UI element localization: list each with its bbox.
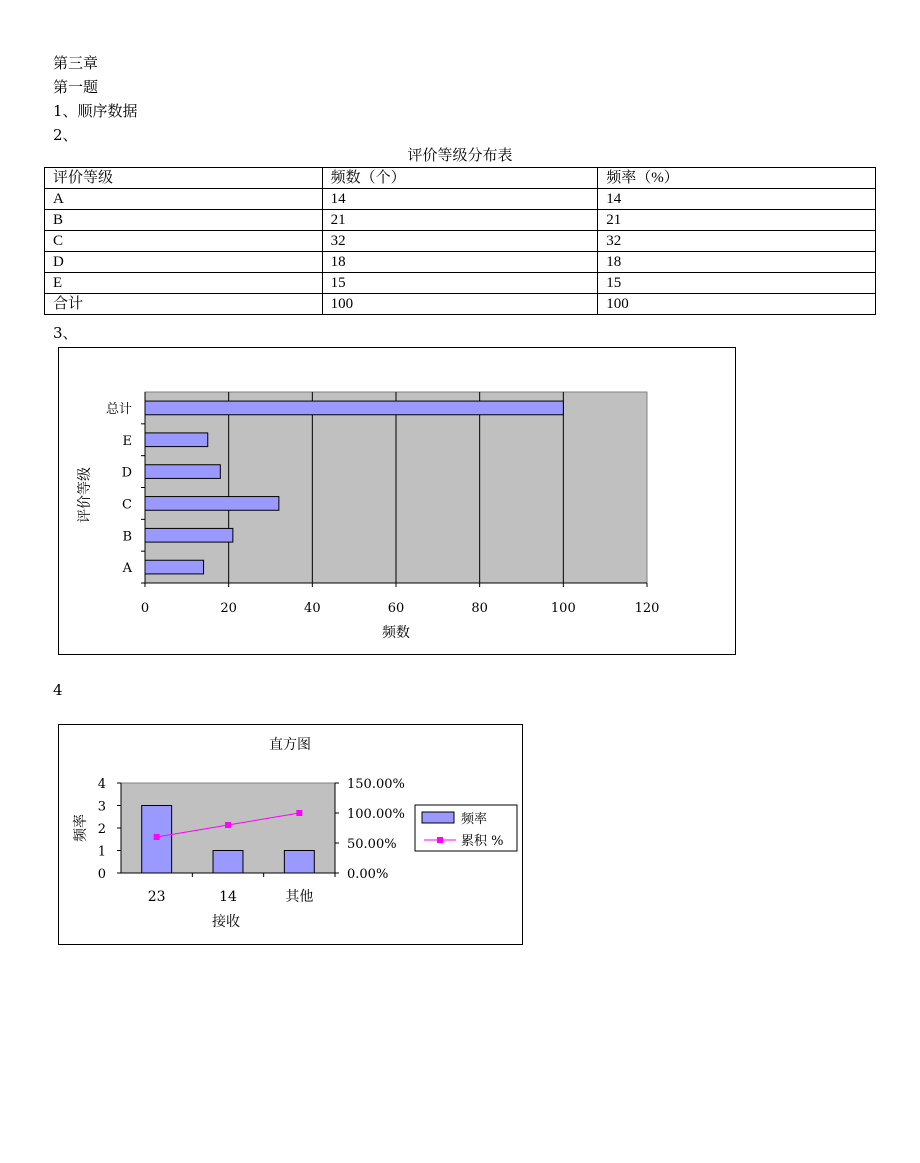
chart2-legend-bar-label: 频率 (461, 812, 488, 827)
table-row (45, 189, 876, 210)
chart1-x-tick-label: 40 (304, 601, 321, 616)
chart1-category-label: B (122, 529, 132, 545)
table-header-cell: 频数（个） (322, 168, 598, 189)
table-cell: D (45, 252, 323, 273)
table-cell: 18 (322, 252, 598, 273)
question-heading: 第一题 (53, 78, 99, 96)
table-cell: 18 (598, 252, 876, 273)
chart2-y2-tick-label: 0.00% (347, 867, 389, 882)
table-cell: 32 (598, 231, 876, 252)
grade-bar-chart (58, 347, 736, 655)
table-header-row (45, 168, 876, 189)
chart2-y-tick-label: 4 (97, 777, 106, 792)
item-3-label: 3、 (53, 324, 78, 342)
chart2-line-marker (225, 822, 231, 828)
table-row (45, 231, 876, 252)
chart1-x-tick-label: 20 (220, 601, 237, 616)
chart1-category-label: E (122, 433, 132, 449)
chart2-legend-bar-swatch (422, 812, 454, 823)
chart2-legend-line-label: 累积 % (461, 834, 504, 849)
histogram-chart-svg (59, 725, 522, 944)
chart2-xlabel: 接收 (212, 914, 240, 930)
chart1-category-label: 总计 (105, 401, 132, 417)
chart2-ylabel: 频率 (73, 814, 89, 842)
table-total-row (45, 294, 876, 315)
chart1-x-tick-label: 60 (387, 601, 405, 616)
chart1-x-tick-label: 80 (471, 601, 488, 616)
chart1-x-tick-label: 0 (140, 601, 150, 616)
table-cell: 合计 (45, 294, 323, 315)
chart2-legend-line-marker (437, 837, 443, 843)
chart1-category-label: C (122, 497, 132, 513)
chart1-category-label: A (122, 561, 132, 577)
table-cell: 100 (322, 294, 598, 315)
table-cell: 21 (322, 210, 598, 231)
frequency-table (44, 167, 876, 315)
table-row (45, 252, 876, 273)
chart2-y2-tick-label: 50.00% (347, 837, 397, 852)
chart1-x-tick-label: 120 (634, 601, 660, 616)
chart1-xlabel: 频数 (382, 625, 410, 641)
histogram-chart (58, 724, 523, 945)
item-2-label: 2、 (53, 126, 78, 144)
chart2-category-label: 14 (219, 889, 237, 905)
chart2-y-tick-label: 1 (97, 844, 106, 860)
chart1-bar (145, 560, 204, 574)
table-title: 评价等级分布表 (407, 146, 513, 164)
chart2-category-label: 其他 (285, 889, 314, 905)
table-header-cell: 频率（%） (598, 168, 876, 189)
chart1-bar (145, 497, 279, 511)
table-cell: 15 (598, 273, 876, 294)
chart2-line-marker (296, 810, 302, 816)
chart2-y-tick-label: 0 (97, 867, 106, 882)
chart2-y2-tick-label: 150.00% (347, 777, 405, 792)
chart2-line-marker (154, 834, 160, 840)
chart2-y-tick-label: 3 (97, 799, 106, 815)
chart2-title: 直方图 (269, 737, 311, 753)
table-header-cell: 评价等级 (45, 168, 323, 189)
table-cell: 14 (598, 189, 876, 210)
table-row (45, 273, 876, 294)
chart1-bar (145, 465, 220, 479)
chart2-y-tick-label: 2 (97, 822, 106, 837)
chart1-bar (145, 401, 563, 415)
table-cell: A (45, 189, 323, 210)
item-1-text: 1、顺序数据 (53, 102, 138, 120)
table-cell: 100 (598, 294, 876, 315)
table-cell: 14 (322, 189, 598, 210)
chart1-bar (145, 528, 233, 542)
table-cell: 21 (598, 210, 876, 231)
item-4-label: 4 (53, 681, 63, 699)
grade-bar-chart-svg (59, 348, 735, 654)
table-cell: 32 (322, 231, 598, 252)
table-row (45, 210, 876, 231)
table-cell: 15 (322, 273, 598, 294)
chart1-ylabel: 评价等级 (77, 467, 93, 523)
chapter-heading: 第三章 (53, 54, 99, 72)
table-cell: C (45, 231, 323, 252)
chart1-x-tick-label: 100 (550, 601, 576, 616)
chart2-category-label: 23 (147, 889, 166, 905)
table-cell: B (45, 210, 323, 231)
chart1-category-label: D (121, 465, 132, 481)
chart2-y2-tick-label: 100.00% (347, 807, 405, 822)
table-cell: E (45, 273, 323, 294)
chart1-bar (145, 433, 208, 447)
chart2-bar (284, 851, 314, 874)
chart2-bar (213, 851, 243, 874)
